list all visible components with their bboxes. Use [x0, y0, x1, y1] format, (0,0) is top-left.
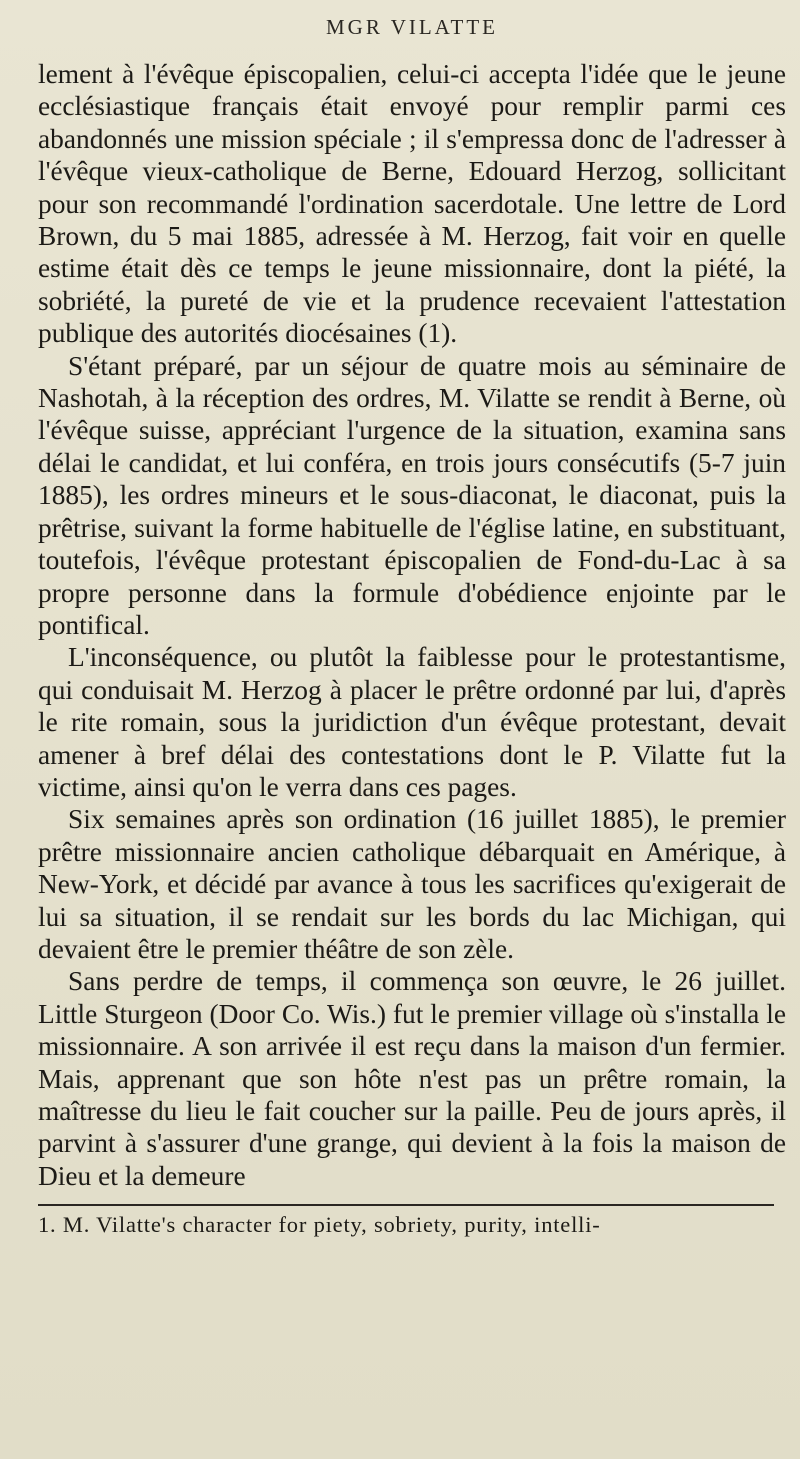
- paragraph-2: S'étant préparé, par un séjour de quatre mois au séminaire de Nashotah, à la réception des ordres, M. Vilatte se rendit à Berne, où l'évêque suisse, appréciant l'urgence de la situation, examina sans délai le candidat, et lui conféra, en trois jours consécutifs (5-7 juin 1885), les ordres mineurs et le sous-diaconat, le diaconat, puis la prêtrise, suivant la forme habituelle de l'église latine, en substituant, toutefois, l'évêque protestant épiscopalien de Fond-du-Lac à sa propre personne dans la formule d'obédience enjointe par le pontifical.: [38, 350, 786, 640]
- running-head: MGR VILATTE: [325, 15, 499, 39]
- paragraph-3: L'inconséquence, ou plutôt la faiblesse pour le protestantisme, qui conduisait M. Herzog à placer le prêtre ordonné par lui, d'après le rite romain, sous la juridiction d'un évêque protestant, devait amener à bref délai des contestations dont le P. Vilatte fut la victime, ainsi qu'on le verra dans ces pages.: [38, 642, 786, 802]
- paragraph-4: Six semaines après son ordination (16 juillet 1885), le premier prêtre missionnaire ancien catholique débarquait en Amérique, à New-York, et décidé par avance à tous les sacrifices qu'exigerait de lui sa situation, il se rendait sur les bords du lac Michigan, qui devaient être le premier théâtre de son zèle.: [38, 804, 786, 964]
- body-text: [38, 58, 786, 1192]
- paragraph-1: lement à l'évêque épiscopalien, celui-ci accepta l'idée que le jeune ecclésiastique français était envoyé pour remplir parmi ces abandonnés une mission spéciale ; il s'empressa donc de l'adresser à l'évêque vieux-catholique de Berne, Edouard Herzog, sollicitant pour son recommandé l'ordination sacerdotale. Une lettre de Lord Brown, du 5 mai 1885, adressée à M. Herzog, fait voir en quelle estime était dès ce temps le jeune missionnaire, dont la piété, la sobriété, la pureté de vie et la prudence recevaient l'attestation publique des autorités diocésaines (1).: [38, 59, 786, 349]
- footnote: 1. M. Vilatte's character for piety, sobriety, purity, intelli-: [38, 1212, 601, 1238]
- footnote-divider: [38, 1204, 774, 1206]
- paragraph-5: Sans perdre de temps, il commença son œuvre, le 26 juillet. Little Sturgeon (Door Co. Wis.) fut le premier village où s'installa le missionnaire. A son arrivée il est reçu dans la maison d'un fermier. Mais, apprenant que son hôte n'est pas un prêtre romain, la maîtresse du lieu le fait coucher sur la paille. Peu de jours après, il parvint à s'assurer d'une grange, qui devient à la fois la maison de Dieu et la demeure: [38, 966, 786, 1191]
